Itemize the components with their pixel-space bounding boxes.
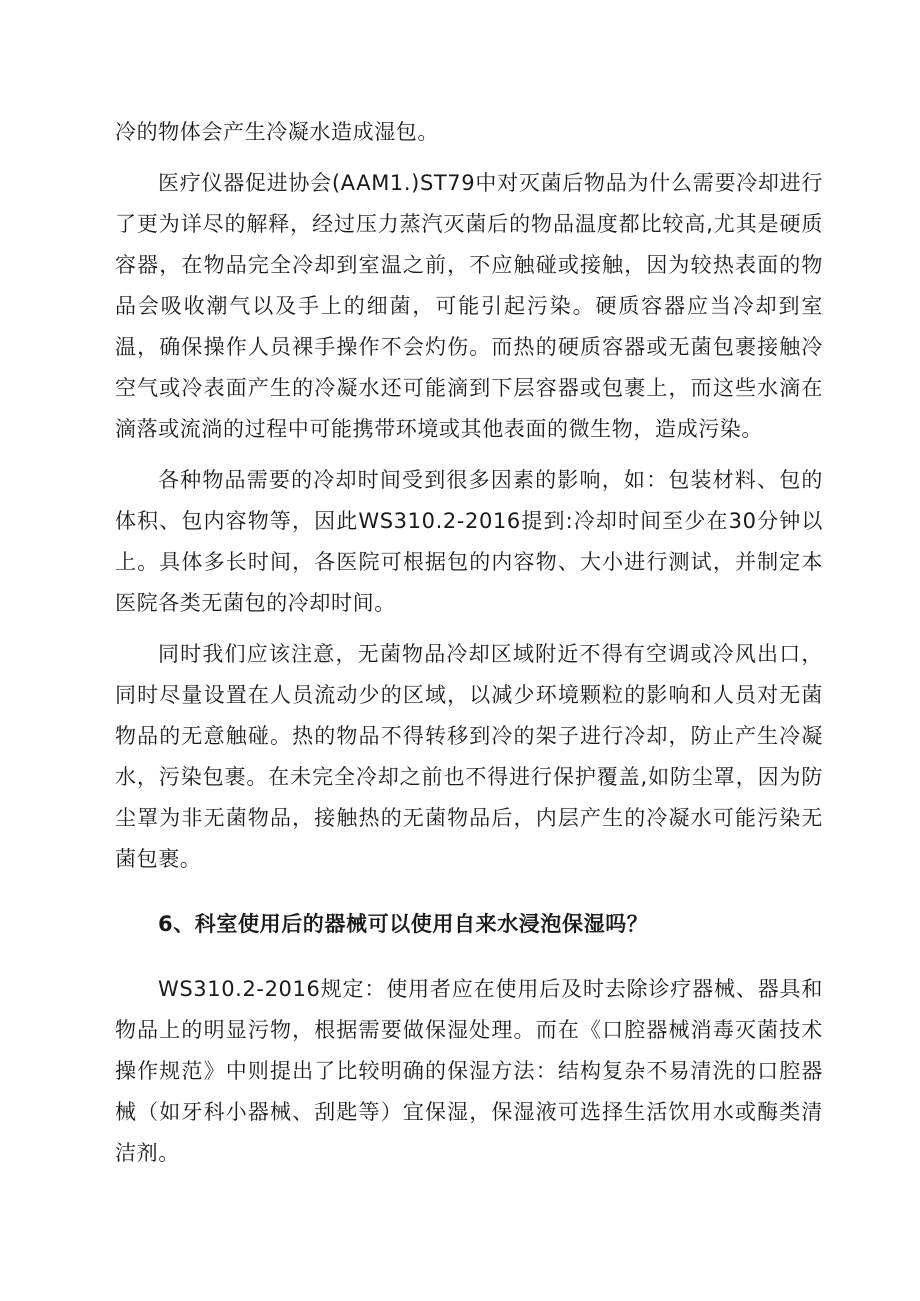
- paragraph-answer: WS310.2-2016规定：使用者应在使用后及时去除诊疗器械、器具和物品上的明显污物，根据需要做保湿处理。而在《口腔器械消毒灭菌技术操作规范》中则提出了比较明确的保湿方法：结构复杂不易清洗的口腔器械（如牙科小器械、刮匙等）宜保湿，保湿液可选择生活饮用水或酶类清洁剂。: [115, 977, 823, 1165]
- document-body: [115, 112, 823, 1174]
- paragraph-cooling-area: 同时我们应该注意，无菌物品冷却区域附近不得有空调或冷风出口，同时尽量设置在人员流动少的区域，以减少环境颗粒的影响和人员对无菌物品的无意触碰。热的物品不得转移到冷的架子进行冷却，防止产生冷凝水，污染包裹。在未完全冷却之前也不得进行保护覆盖,如防尘罩，因为防尘罩为非无菌物品，接触热的无菌物品后，内层产生的冷凝水可能污染无菌包裹。: [115, 642, 823, 871]
- section-heading-6: 6、科室使用后的器械可以使用自来水浸泡保湿吗？: [158, 912, 649, 936]
- paragraph-aami-explanation: 医疗仪器促进协会(AAM1.)ST79中对灭菌后物品为什么需要冷却进行了更为详尽的解释，经过压力蒸汽灭菌后的物品温度都比较高,尤其是硬质容器，在物品完全冷却到室温之前，不应触碰或接触，因为较热表面的物品会吸收潮气以及手上的细菌，可能引起污染。硬质容器应当冷却到室温，确保操作人员裸手操作不会灼伤。而热的硬质容器或无菌包裹接触冷空气或冷表面产生的冷凝水还可能滴到下层容器或包裹上，而这些水滴在滴落或流淌的过程中可能携带环境或其他表面的微生物，造成污染。: [115, 171, 823, 441]
- paragraph-cooling-time: 各种物品需要的冷却时间受到很多因素的影响，如：包装材料、包的体积、包内容物等，因此WS310.2-2016提到:冷却时间至少在30分钟以上。具体多长时间，各医院可根据包的内容物、大小进行测试，并制定本医院各类无菌包的冷却时间。: [115, 468, 823, 615]
- paragraph-continuation: 冷的物体会产生冷凝水造成湿包。: [115, 120, 439, 144]
